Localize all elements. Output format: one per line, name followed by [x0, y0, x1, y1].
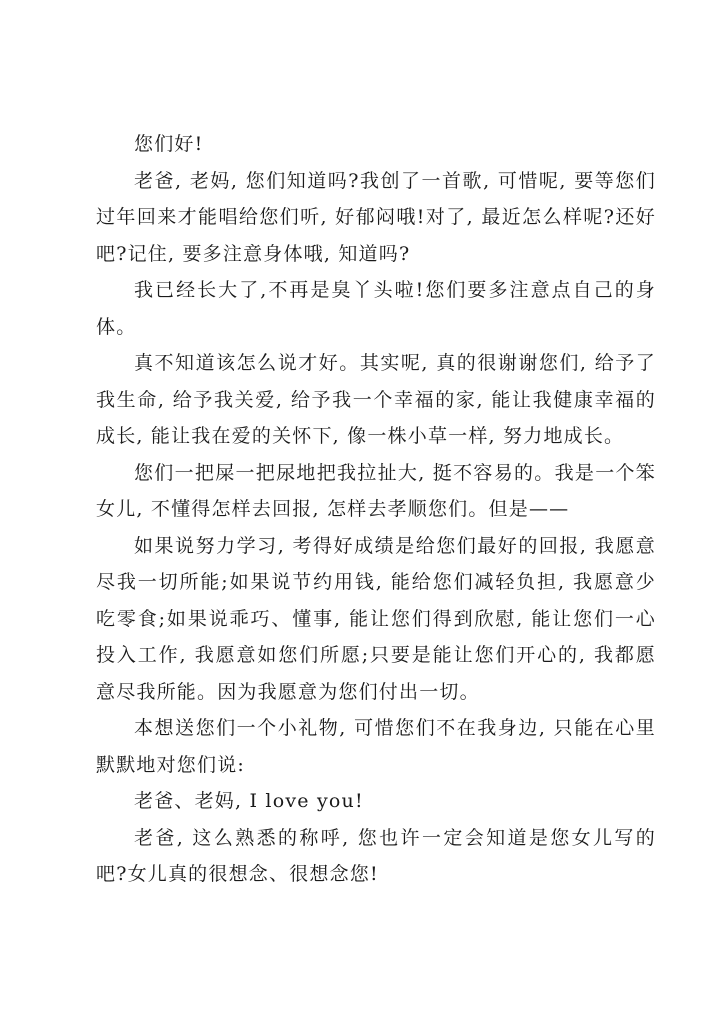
- body-paragraph: 如果说努力学习, 考得好成绩是给您们最好的回报, 我愿意尽我一切所能;如果说节约用钱, 能给您们减轻负担, 我愿意少吃零食;如果说乖巧、懂事, 能让您们得到欣慰, 能让您们一心投入工作, 我愿意如您们所愿;只要是能让您们开心的, 我都愿意尽我所能。因为我愿意为您们付出一切。: [96, 534, 656, 703]
- closing-paragraph: 老爸, 这么熟悉的称呼, 您也许一定会知道是您女儿写的吧?女儿真的很想念、很想念您!: [96, 826, 656, 885]
- body-paragraph: 老爸, 老妈, 您们知道吗?我创了一首歌, 可惜呢, 要等您们过年回来才能唱给您们听, 好郁闷哦!对了, 最近怎么样呢?还好吧?记住, 要多注意身体哦, 知道吗?: [96, 169, 656, 265]
- body-paragraph: 我已经长大了,不再是臭丫头啦!您们要多注意点自己的身体。: [96, 279, 656, 338]
- body-paragraph: 本想送您们一个小礼物, 可惜您们不在我身边, 只能在心里默默地对您们说:: [96, 717, 656, 776]
- letter-body: [96, 126, 656, 893]
- body-paragraph: 真不知道该怎么说才好。其实呢, 真的很谢谢您们, 给予了我生命, 给予我关爱, 给予我一个幸福的家, 能让我健康幸福的成长, 能让我在爱的关怀下, 像一株小草一样, 努力地成长。: [96, 352, 656, 447]
- greeting-paragraph: 您们好!: [134, 133, 204, 155]
- body-paragraph: 老爸、老妈, I love you!: [134, 790, 364, 812]
- body-paragraph: 您们一把屎一把尿地把我拉扯大, 挺不容易的。我是一个笨女儿, 不懂得怎样去回报, 怎样去孝顺您们。但是——: [96, 461, 656, 520]
